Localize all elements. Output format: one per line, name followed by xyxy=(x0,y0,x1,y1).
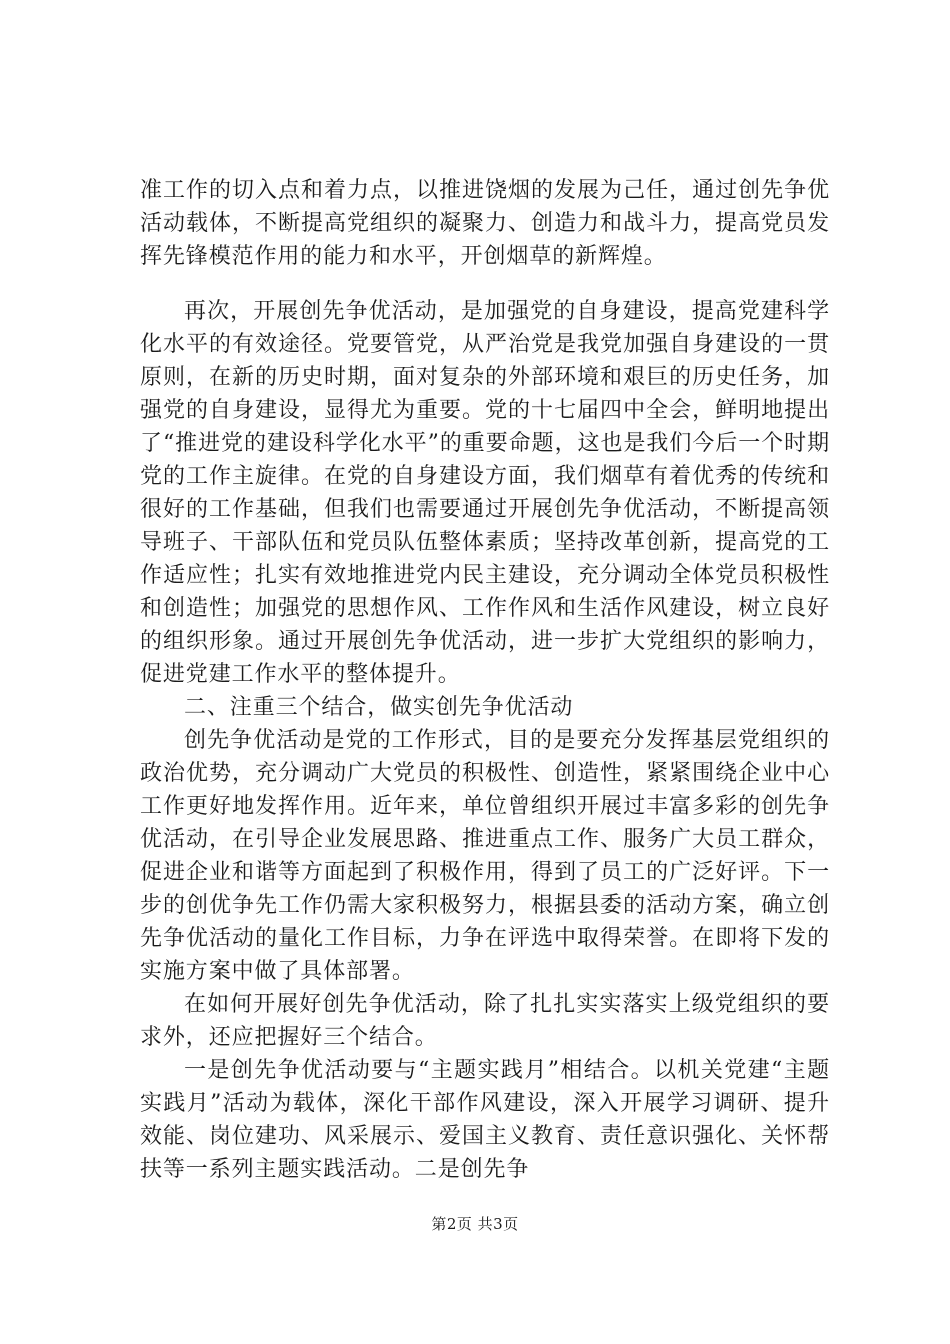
paragraph-continuation: 准工作的切入点和着力点，以推进饶烟的发展为己任，通过创先争优活动载体，不断提高党组织的凝聚力、创造力和战斗力，提高党员发挥先锋模范作用的能力和水平，开创烟草的新辉煌。 xyxy=(140,178,830,269)
page-footer: 第2页 共3页 xyxy=(431,1215,519,1233)
paragraph-three-combinations: 在如何开展好创先争优活动，除了扎扎实实落实上级党组织的要求外，还应把握好三个结合。 xyxy=(140,992,830,1050)
paragraph-activity-overview: 创先争优活动是党的工作形式，目的是要充分发挥基层党组织的政治优势，充分调动广大党员的积极性、创造性，紧紧围绕企业中心工作更好地发挥作用。近年来，单位曾组织开展过丰富多彩的创先争优活动，在引导企业发展思路、推进重点工作、服务广大员工群众，促进企业和谐等方面起到了积极作用，得到了员工的广泛好评。下一步的创优争先工作仍需大家积极努力，根据县委的活动方案，确立创先争优活动的量化工作目标，力争在评选中取得荣誉。在即将下发的实施方案中做了具体部署。 xyxy=(140,728,830,984)
paragraph-gap xyxy=(140,273,830,295)
document-body xyxy=(140,174,830,1186)
paragraph-first-combination: 一是创先争优活动要与“主题实践月”相结合。以机关党建“主题实践月”活动为载体，深化干部作风建设，深入开展学习调研、提升效能、岗位建功、风采展示、爱国主义教育、责任意识强化、关怀帮扶等一系列主题实践活动。二是创先争 xyxy=(140,1058,830,1182)
paragraph-party-building: 再次，开展创先争优活动，是加强党的自身建设，提高党建科学化水平的有效途径。党要管党，从严治党是我党加强自身建设的一贯原则，在新的历史时期，面对复杂的外部环境和艰巨的历史任务，加强党的自身建设，显得尤为重要。党的十七届四中全会，鲜明地提出了“推进党的建设科学化水平”的重要命题，这也是我们今后一个时期党的工作主旋律。在党的自身建设方面，我们烟草有着优秀的传统和很好的工作基础，但我们也需要通过开展创先争优活动，不断提高领导班子、干部队伍和党员队伍整体素质；坚持改革创新，提高党的工作适应性；扎实有效地推进党内民主建设，充分调动全体党员积极性和创造性；加强党的思想作风、工作作风和生活作风建设，树立良好的组织形象。通过开展创先争优活动，进一步扩大党组织的影响力，促进党建工作水平的整体提升。 xyxy=(140,299,830,687)
section-heading: 二、注重三个结合，做实创先争优活动 xyxy=(184,695,574,720)
